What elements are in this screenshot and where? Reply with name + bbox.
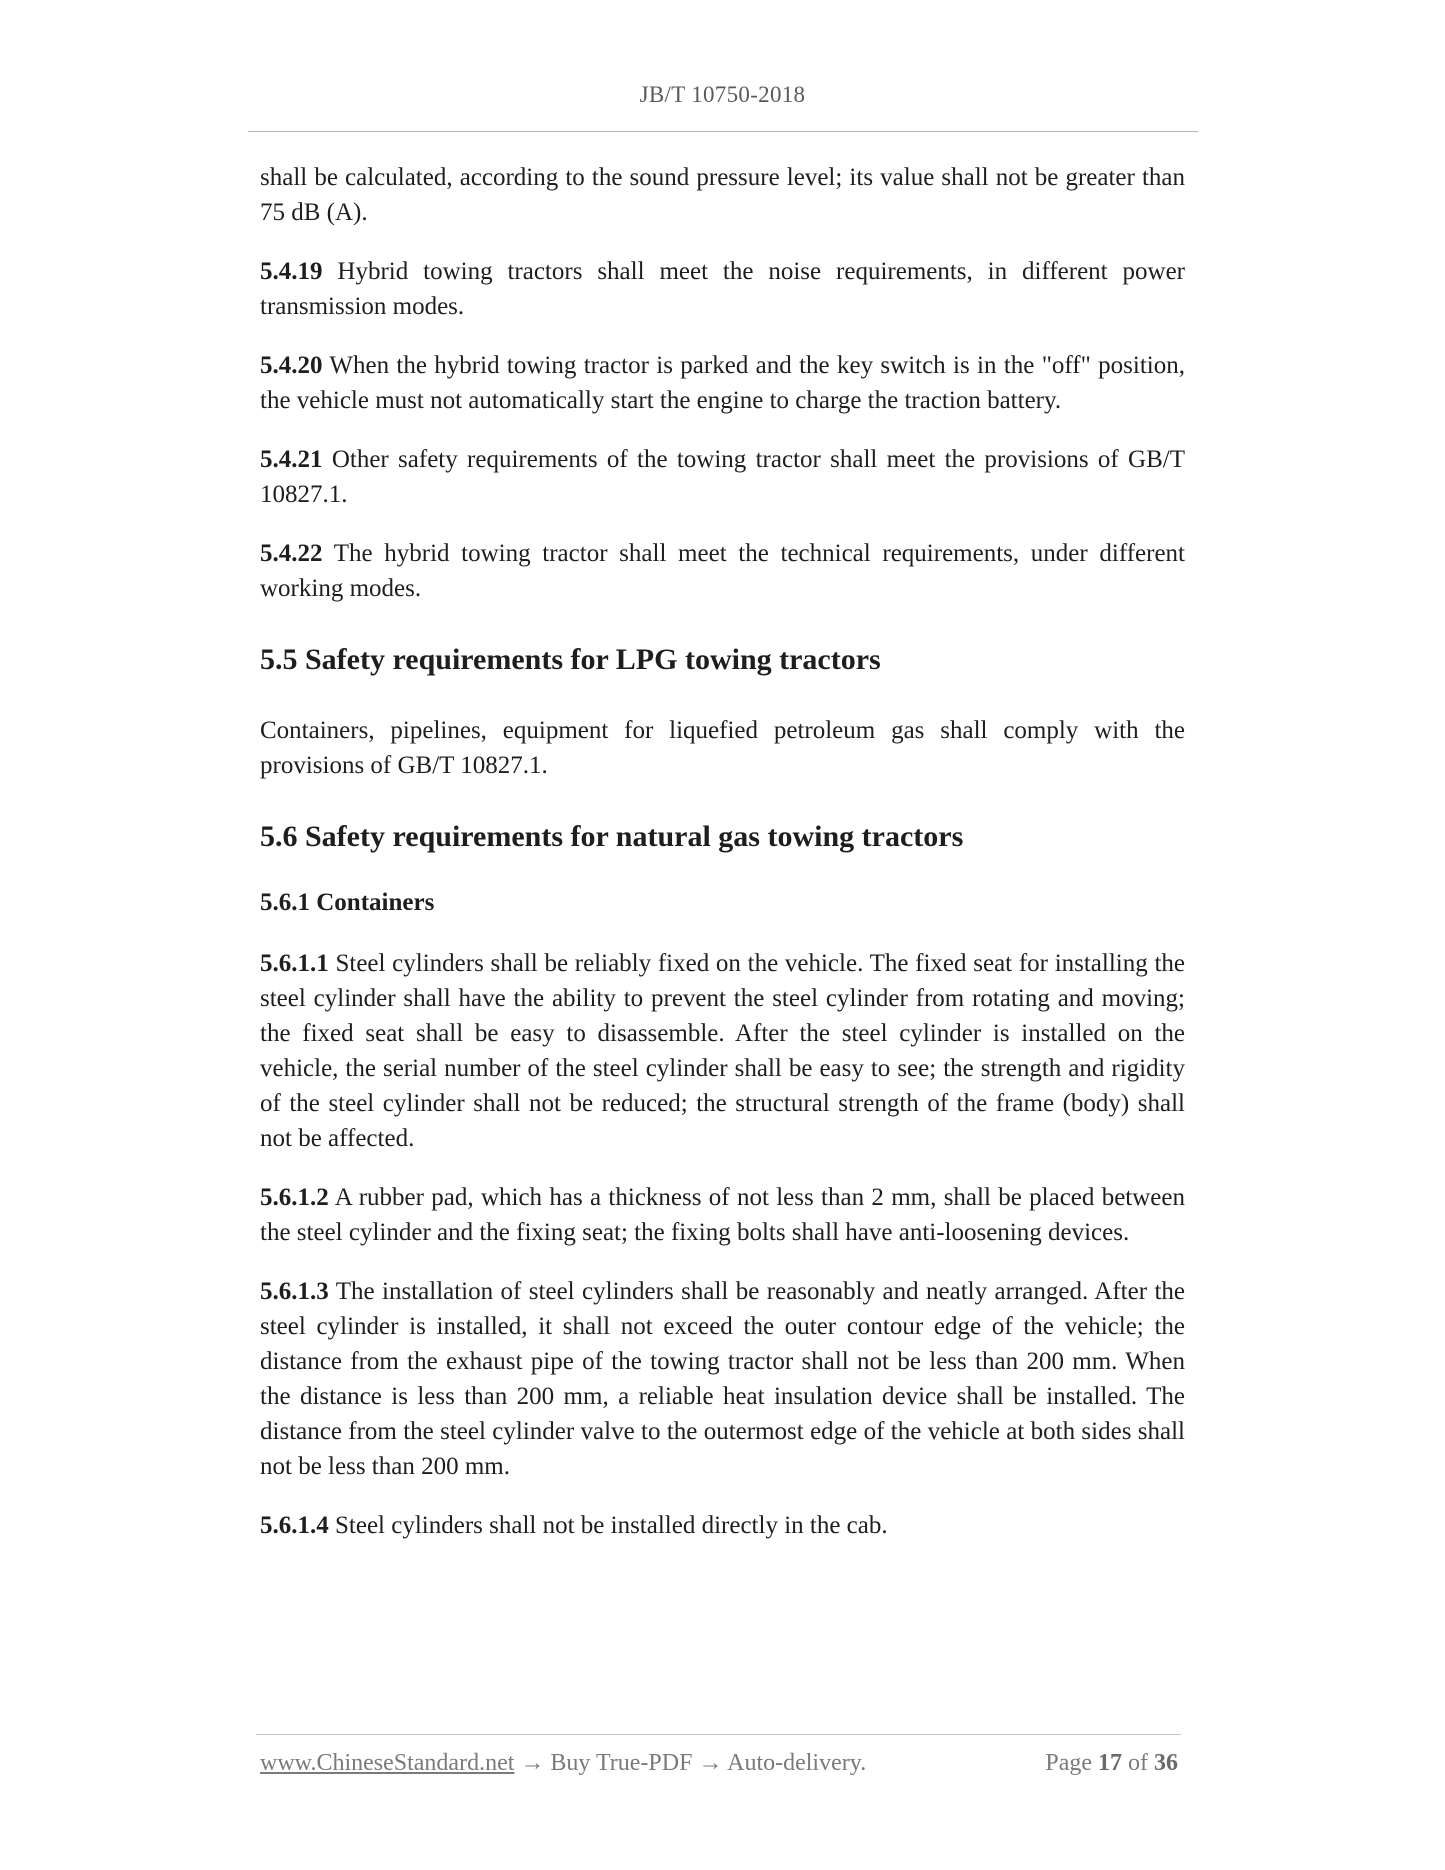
clause-text: Hybrid towing tractors shall meet the noise requirements, in different power transmission modes. — [260, 258, 1186, 320]
page-label: Page — [1045, 1750, 1092, 1776]
clause-text: Steel cylinders shall not be installed directly in the cab. — [335, 1512, 888, 1539]
footer-promo — [260, 1750, 866, 1777]
clause-text: The hybrid towing tractor shall meet the technical requirements, under different working modes. — [260, 540, 1185, 602]
paragraph-continuation: shall be calculated, according to the sound pressure level; its value shall not be greater than 75 dB (A). — [260, 164, 1185, 226]
section-heading-5-6: 5.6 Safety requirements for natural gas towing tractors — [260, 820, 964, 853]
clause-5-6-1-3 — [260, 1274, 1185, 1484]
clause-5-4-21 — [260, 442, 1185, 512]
clause-number: 5.6.1.3 — [260, 1278, 329, 1305]
clause-number: 5.4.21 — [260, 446, 323, 473]
clause-number: 5.4.20 — [260, 352, 323, 379]
page-footer — [260, 1750, 1178, 1777]
section-heading-5-5: 5.5 Safety requirements for LPG towing tractors — [260, 643, 881, 676]
clause-number: 5.6.1.2 — [260, 1184, 329, 1211]
of-label: of — [1128, 1750, 1148, 1776]
clause-5-4-22 — [260, 536, 1185, 606]
clause-number: 5.4.22 — [260, 540, 323, 567]
clause-number: 5.6.1.4 — [260, 1512, 329, 1539]
page-current: 17 — [1098, 1750, 1122, 1776]
clause-5-4-19 — [260, 254, 1185, 324]
subsection-heading-5-6-1: 5.6.1 Containers — [260, 889, 435, 916]
header-divider — [248, 131, 1198, 132]
clause-text: Other safety requirements of the towing tractor shall meet the provisions of GB/T 10827.1. — [260, 446, 1185, 508]
clause-5-6-1-1 — [260, 946, 1185, 1156]
clause-text: When the hybrid towing tractor is parked and the key switch is in the "off" position, the vehicle must not automatically start the engine to charge the traction battery. — [260, 352, 1185, 414]
footer-divider — [256, 1734, 1181, 1735]
document-body — [260, 160, 1185, 1567]
page-indicator — [1045, 1750, 1178, 1777]
clause-text: A rubber pad, which has a thickness of not less than 2 mm, shall be placed between the steel cylinder and the fixing seat; the fixing bolts shall have anti-loosening devices. — [260, 1184, 1185, 1246]
clause-number: 5.4.19 — [260, 258, 323, 285]
clause-5-6-1-4 — [260, 1508, 1185, 1543]
clause-5-4-20 — [260, 348, 1185, 418]
clause-5-6-1-2 — [260, 1180, 1185, 1250]
site-link[interactable]: www.ChineseStandard.net — [260, 1750, 515, 1776]
clause-text: Steel cylinders shall be reliably fixed on the vehicle. The fixed seat for installing the steel cylinder shall have the ability to prevent the steel cylinder from rotating and moving; the fixed seat shall be easy to disassemble. After the steel cylinder is installed on the vehicle, the serial number of the steel cylinder shall be easy to see; the strength and rigidity of the steel cylinder shall not be reduced; the structural strength of the frame (body) shall not be affected. — [260, 950, 1186, 1152]
clause-number: 5.6.1.1 — [260, 950, 329, 977]
page-header-doc-id: JB/T 10750-2018 — [639, 82, 806, 107]
section-5-5-text: Containers, pipelines, equipment for liquefied petroleum gas shall comply with the provisions of GB/T 10827.1. — [260, 717, 1185, 779]
page-total: 36 — [1154, 1750, 1178, 1776]
clause-text: The installation of steel cylinders shall be reasonably and neatly arranged. After the steel cylinder is installed, it shall not exceed the outer contour edge of the vehicle; the distance from the exhaust pipe of the towing tractor shall not be less than 200 mm. When the distance is less than 200 mm, a reliable heat insulation device shall be installed. The distance from the steel cylinder valve to the outermost edge of the vehicle at both sides shall not be less than 200 mm. — [260, 1278, 1185, 1480]
promo-text: → Buy True-PDF → Auto-delivery. — [520, 1750, 867, 1776]
